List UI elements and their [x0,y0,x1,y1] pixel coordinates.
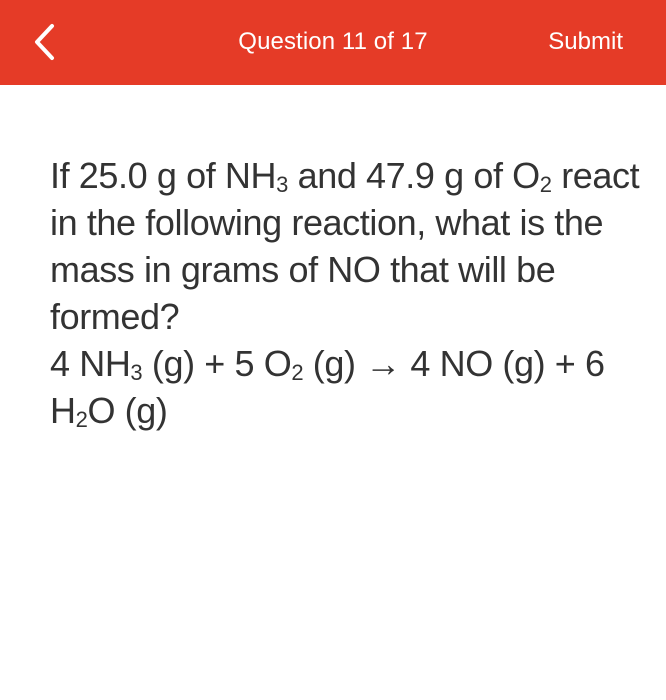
equation-subscript-2: 2 [291,360,304,385]
back-button[interactable] [25,20,65,64]
question-prompt [50,152,640,340]
prompt-text-1: If 25.0 g of NH [50,155,277,196]
submit-button[interactable]: Submit [548,28,623,55]
equation-subscript-3: 2 [75,407,88,432]
equation-text-4: O (g) [87,390,168,431]
equation-text-2: (g) + 5 O [142,343,292,384]
equation-text-1: 4 NH [50,343,131,384]
top-bar [0,0,666,85]
question-text [50,152,640,434]
chevron-left-icon [25,20,65,64]
prompt-subscript-1: 3 [276,172,288,197]
prompt-subscript-2: 2 [539,172,552,197]
reaction-equation [50,340,640,434]
equation-subscript-1: 3 [130,360,143,385]
page-title: Question 11 of 17 [238,28,428,55]
equation-text-3: (g) → 4 NO (g) + 6 H [50,343,605,431]
prompt-text-2: and 47.9 g of O [287,155,540,196]
prompt-text-3: react in the following reaction, what is the mass in grams of NO that will be formed? [50,155,640,337]
